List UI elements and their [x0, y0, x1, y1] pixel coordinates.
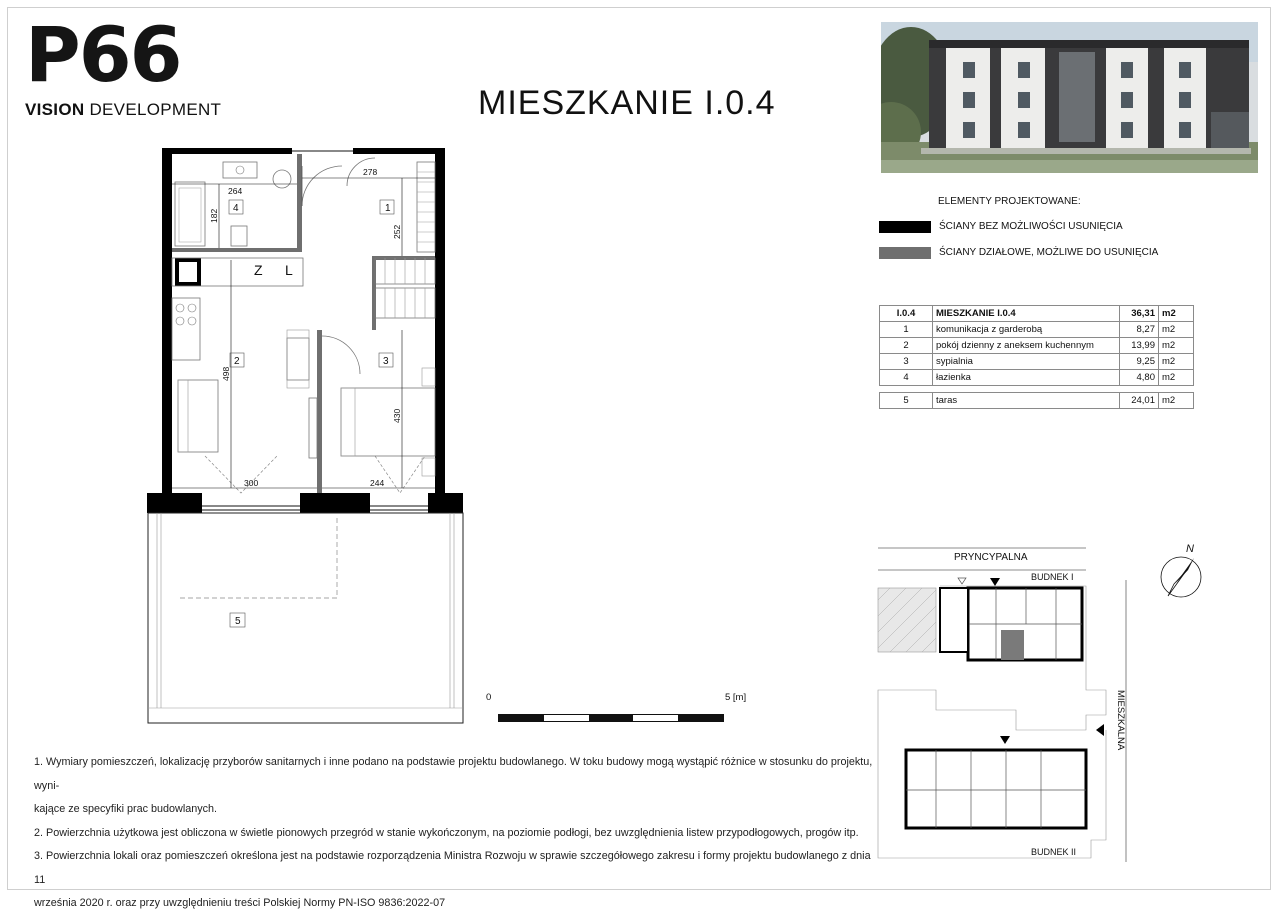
brand-mark: P66	[25, 10, 181, 99]
table-cell: taras	[933, 393, 1120, 409]
street-top: PRYNCYPALNA	[954, 552, 1028, 563]
table-cell: 24,01	[1120, 393, 1159, 409]
table-cell: 8,27	[1120, 322, 1159, 338]
table-cell: 5	[880, 393, 933, 409]
wall-right	[435, 148, 445, 493]
brand-logo	[25, 10, 222, 122]
table-cell: komunikacja z garderobą	[933, 322, 1120, 338]
apartment-highlight	[1001, 630, 1024, 660]
room-label-3: 3	[383, 356, 389, 367]
table-cell: pokój dzienny z aneksem kuchennym	[933, 338, 1120, 354]
legend-label: ŚCIANY BEZ MOŻLIWOŚCI USUNIĘCIA	[939, 221, 1123, 232]
table-cell: 4,80	[1120, 370, 1159, 386]
brand-subtitle	[25, 100, 221, 120]
table-cell: 4	[880, 370, 933, 386]
table-cell: m2	[1159, 393, 1194, 409]
scale-segments	[498, 714, 724, 722]
building-2-label: BUDNEK II	[1031, 847, 1077, 857]
room-label-5: 5	[235, 616, 241, 627]
washer-label: L	[285, 262, 293, 278]
legend-item-bearing	[879, 221, 1199, 233]
fridge-label: Z	[254, 262, 263, 278]
dimension-300: 300	[244, 478, 259, 488]
partition-bath-right	[297, 154, 302, 252]
dimension-498: 498	[221, 366, 231, 381]
table-row-terrace	[880, 393, 1194, 409]
table-cell: m2	[1159, 338, 1194, 354]
partition-bedroom	[317, 330, 322, 493]
wall-bottom-left	[147, 493, 202, 513]
table-cell: sypialnia	[933, 354, 1120, 370]
room-label-2: 2	[234, 356, 240, 367]
north-label: N	[1186, 543, 1194, 555]
table-row	[880, 370, 1194, 386]
dimension-244: 244	[370, 478, 385, 488]
brand-sub-light: DEVELOPMENT	[89, 100, 222, 119]
note-line: 1. Wymiary pomieszczeń, lokalizację przyborów sanitarnych i inne podano na podstawie projektu budowlanego. W toku budowy mogą wystąpić różnice w stosunku do projektu, wyni-	[34, 756, 873, 792]
legend-swatch	[879, 247, 931, 259]
table-cell: 9,25	[1120, 354, 1159, 370]
dimension-182: 182	[209, 208, 219, 223]
legend-title: ELEMENTY PROJEKTOWANE:	[938, 196, 1081, 207]
site-plan	[876, 540, 1256, 865]
note-line: kające ze specyfiki prac budowlanych.	[34, 803, 218, 815]
floor-plan	[145, 148, 470, 728]
partition-bath-bottom	[172, 248, 302, 252]
room-area-table	[879, 305, 1194, 409]
table-row	[880, 306, 1194, 322]
table-cell: m2	[1159, 306, 1194, 322]
note-line: września 2020 r. oraz przy uwzględnieniu treści Polskiej Normy PN-ISO 9836:2022-07	[34, 897, 446, 909]
dimension-430: 430	[392, 408, 402, 423]
wall-bottom-mid	[300, 493, 370, 513]
table-cell: 36,31	[1120, 306, 1159, 322]
wall-top-left	[162, 148, 292, 154]
table-cell: m2	[1159, 370, 1194, 386]
dimension-264: 264	[228, 186, 243, 196]
page-title: MIESZKANIE I.0.4	[478, 84, 776, 122]
note-line: 3. Powierzchnia lokali oraz pomieszczeń określona jest na podstawie rozporządzenia Ministra Rozwoju w sprawie szczegółowego zakresu i formy projektu budowlanego z dnia 11	[34, 850, 871, 886]
room-label-4: 4	[233, 203, 239, 214]
note-line: 2. Powierzchnia użytkowa jest obliczona w świetle pionowych przegród w stanie wykończonym, na poziomie podłogi, bez uwzględnienia listew przypodłogowych, progów itp.	[34, 826, 859, 839]
scale-end: 5 [m]	[725, 692, 747, 703]
table-cell: 3	[880, 354, 933, 370]
dimension-252: 252	[392, 224, 402, 239]
table-row	[880, 338, 1194, 354]
table-cell: MIESZKANIE I.0.4	[933, 306, 1120, 322]
wall-bottom-right	[428, 493, 463, 513]
table-cell: 13,99	[1120, 338, 1159, 354]
table-cell: 2	[880, 338, 933, 354]
table-cell: 1	[880, 322, 933, 338]
table-cell: I.0.4	[880, 306, 933, 322]
legend-swatch	[879, 221, 931, 233]
wall-top-right	[353, 148, 445, 154]
scale-zero: 0	[486, 692, 492, 703]
table-spacer	[880, 386, 1194, 393]
building-1-label: BUDNEK I	[1031, 572, 1074, 582]
table-row	[880, 354, 1194, 370]
building-render	[881, 22, 1258, 173]
table-cell: m2	[1159, 322, 1194, 338]
table-row	[880, 322, 1194, 338]
wall-left	[162, 148, 172, 493]
table-cell: łazienka	[933, 370, 1120, 386]
room-label-1: 1	[385, 203, 391, 214]
notes	[34, 751, 874, 916]
legend-item-partition	[879, 247, 1199, 259]
brand-sub-bold: VISION	[25, 100, 85, 119]
legend-label: ŚCIANY DZIAŁOWE, MOŻLIWE DO USUNIĘCIA	[939, 247, 1159, 258]
table-cell: m2	[1159, 354, 1194, 370]
street-right: MIESZKALNA	[1115, 690, 1126, 751]
dimension-278: 278	[363, 167, 378, 177]
